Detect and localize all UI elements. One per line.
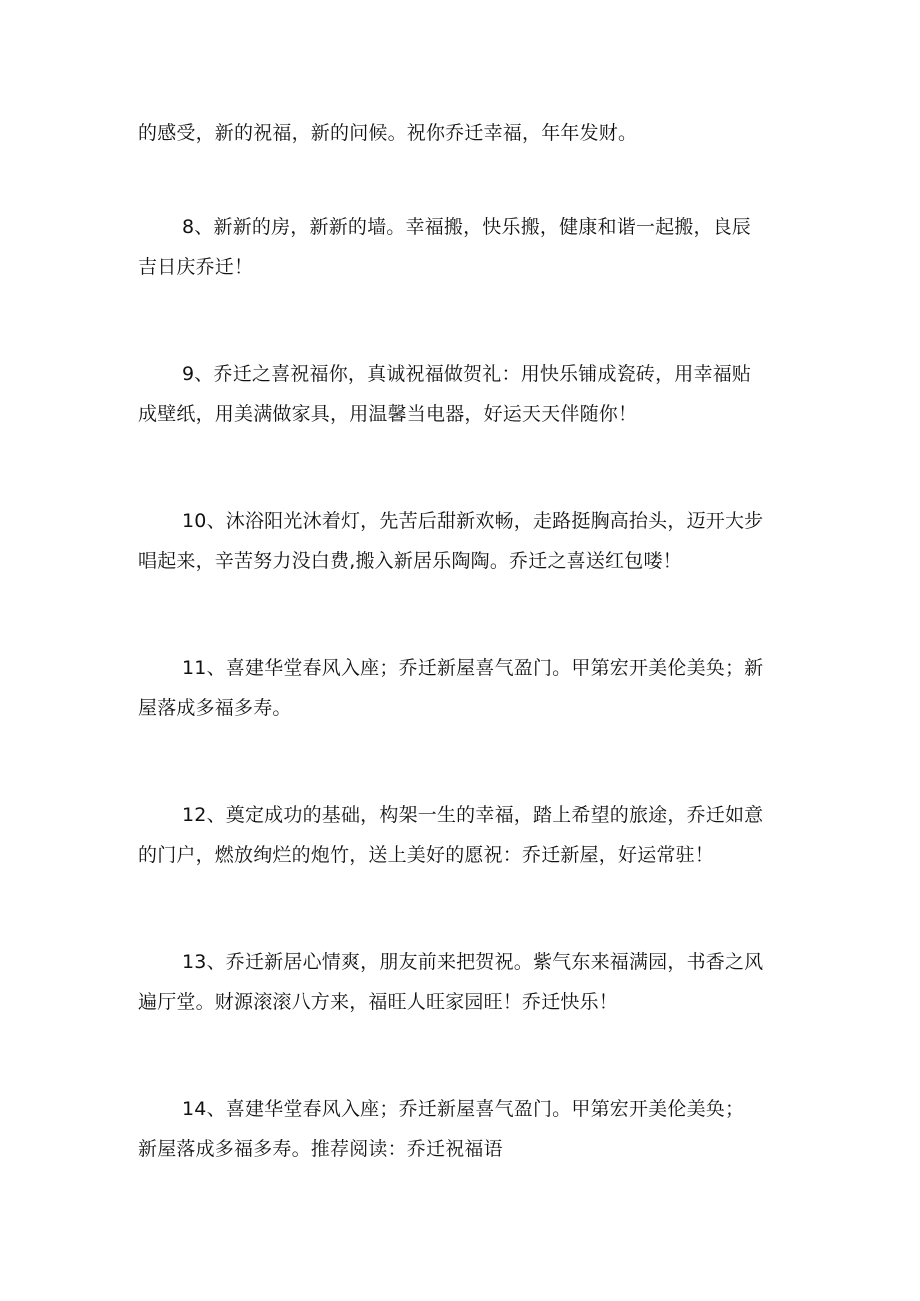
paragraph-continuation (138, 113, 788, 153)
paragraph-line: 的门户，燃放绚烂的炮竹，送上美好的愿祝：乔迁新屋，好运常驻！ (138, 844, 715, 866)
paragraph-line: 屋落成多福多寿。 (138, 697, 292, 719)
paragraph-item-9 (138, 354, 788, 434)
paragraph-line: 8、新新的房，新新的墙。幸福搬，快乐搬，健康和谐一起搬，良辰 (182, 216, 752, 238)
paragraph-line: 成壁纸，用美满做家具，用温馨当电器，好运天天伴随你！ (138, 403, 638, 425)
paragraph-line: 唱起来，辛苦努力没白费,搬入新居乐陶陶。乔迁之喜送红包喽！ (138, 550, 682, 572)
paragraph-line: 11、喜建华堂春风入座；乔迁新屋喜气盈门。甲第宏开美伦美奂；新 (182, 657, 764, 679)
paragraph-item-8 (138, 207, 788, 287)
paragraph-item-11 (138, 648, 788, 728)
paragraph-line: 12、奠定成功的基础，构架一生的幸福，踏上希望的旅途，乔迁如意 (182, 804, 764, 826)
paragraph-line: 10、沐浴阳光沐着灯，先苦后甜新欢畅，走路挺胸高抬头，迈开大步 (182, 510, 764, 532)
paragraph-item-10 (138, 501, 788, 581)
paragraph-line: 新屋落成多福多寿。推荐阅读：乔迁祝福语 (138, 1138, 503, 1160)
paragraph-line: 13、乔迁新居心情爽，朋友前来把贺祝。紫气东来福满园，书香之风 (182, 951, 764, 973)
paragraph-item-12 (138, 795, 788, 875)
paragraph-line: 14、喜建华堂春风入座；乔迁新屋喜气盈门。甲第宏开美伦美奂； (182, 1098, 745, 1120)
paragraph-line: 的感受，新的祝福，新的问候。祝你乔迁幸福，年年发财。 (138, 122, 638, 144)
paragraph-line: 遍厅堂。财源滚滚八方来，福旺人旺家园旺！乔迁快乐！ (138, 991, 619, 1013)
paragraph-line: 9、乔迁之喜祝福你，真诚祝福做贺礼：用快乐铺成瓷砖，用幸福贴 (182, 363, 752, 385)
paragraph-line: 吉日庆乔迁！ (138, 256, 254, 278)
paragraph-item-14 (138, 1089, 788, 1169)
paragraph-item-13 (138, 942, 788, 1022)
